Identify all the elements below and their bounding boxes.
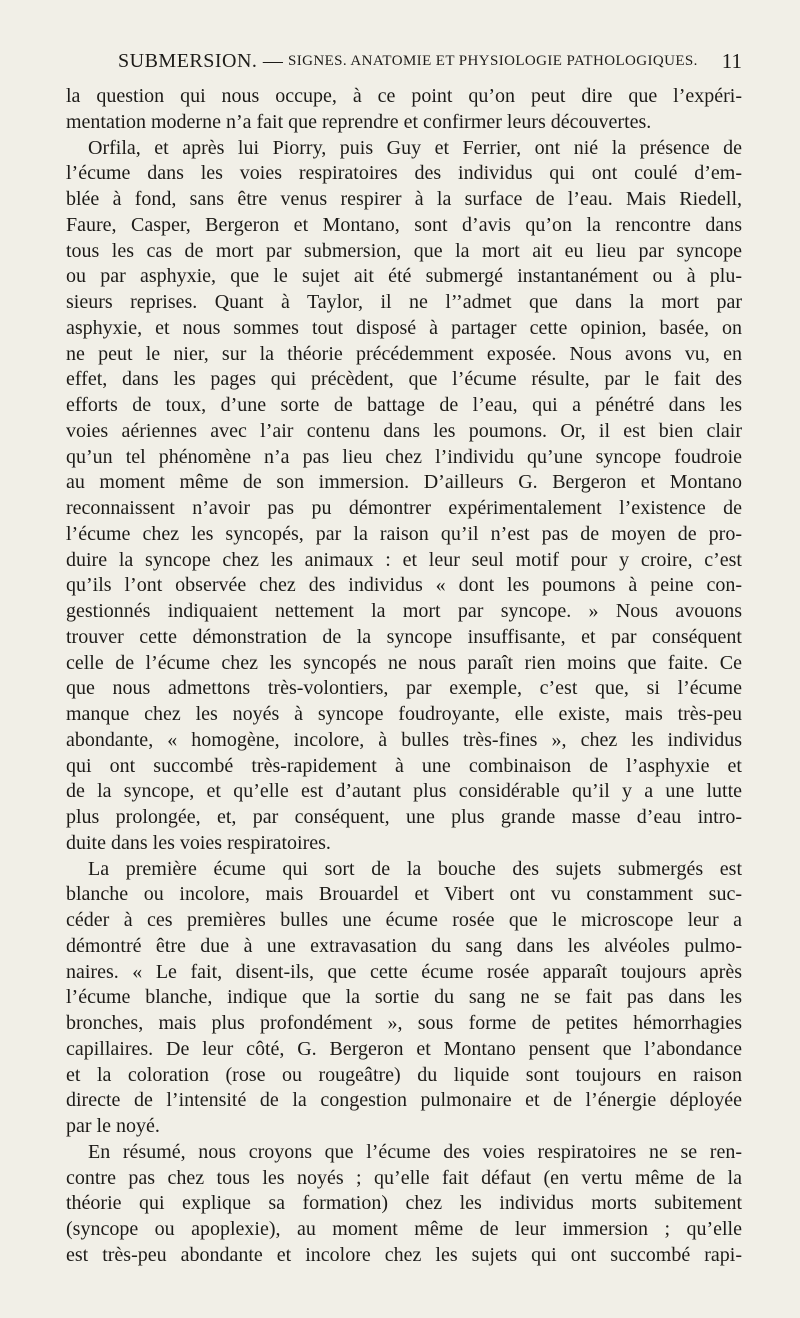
text-line: reconnaissent n’avoir pas pu démontrer expérimentalement l’existence de bbox=[66, 497, 742, 519]
text-line: celle de l’écume chez les syncopés ne nous paraît rien moins que faite. Ce bbox=[66, 651, 742, 674]
text-line: bronches, mais plus profondément », sous forme de petites hémorrhagies bbox=[66, 1012, 742, 1034]
text-line: blée à fond, sans être venus respirer à la surface de l’eau. Mais Riedell, bbox=[66, 188, 742, 210]
text-line: naires. « Le fait, disent-ils, que cette écume rosée apparaît toujours après bbox=[66, 960, 742, 983]
text-line: est très-peu abondante et incolore chez les sujets qui ont succombé rapi- bbox=[66, 1243, 742, 1266]
text-line: théorie qui explique sa formation) chez les individus morts subitement bbox=[66, 1192, 742, 1215]
running-head-subtitle: SIGNES. ANATOMIE ET PHYSIOLOGIE PATHOLOGIQUES. bbox=[288, 53, 698, 69]
text-line: démontré être due à une extravasation du sang dans les alvéoles pulmo- bbox=[66, 934, 742, 957]
text-line: gestionnés indiquaient nettement la mort par syncope. » Nous avouons bbox=[66, 600, 742, 622]
text-line: voies aériennes avec l’air contenu dans les poumons. Or, il est bien clair bbox=[66, 419, 742, 442]
text-line: manque chez les noyés à syncope foudroyante, elle existe, mais très-peu bbox=[66, 703, 742, 725]
text-line: efforts de toux, d’une sorte de battage de l’eau, qui a pénétré dans les bbox=[66, 394, 742, 416]
text-line: blanche ou incolore, mais Brouardel et Vibert ont vu constamment suc- bbox=[66, 883, 742, 906]
text-line: de la syncope, et qu’elle est d’autant plus considérable qu’il y a une lutte bbox=[66, 780, 742, 803]
text-line: duite dans les voies respiratoires. bbox=[66, 831, 331, 854]
text-line: capillaires. De leur côté, G. Bergeron et Montano pensent que l’abondance bbox=[66, 1037, 742, 1060]
text-line: et la coloration (rose ou rougeâtre) du liquide sont toujours en raison bbox=[66, 1063, 742, 1086]
text-line: duire la syncope chez les animaux : et leur seul motif pour y croire, c’est bbox=[66, 548, 742, 571]
paragraph-start-line: La première écume qui sort de la bouche des sujets submergés est bbox=[88, 857, 742, 880]
page-number: 11 bbox=[721, 49, 742, 73]
paragraph-start-line: Orfila, et après lui Piorry, puis Guy et Ferrier, ont nié la présence de bbox=[88, 136, 742, 159]
running-head bbox=[66, 46, 742, 76]
text-line: qu’un tel phénomène n’a pas lieu chez l’individu qu’une syncope foudroie bbox=[66, 445, 742, 468]
text-line: abondante, « homogène, incolore, à bulles très-fines », chez les individus bbox=[66, 728, 742, 751]
text-line: céder à ces premières bulles une écume rosée que le microscope leur a bbox=[66, 909, 742, 931]
body-text bbox=[66, 84, 742, 1269]
text-line: que nous admettons très-volontiers, par exemple, c’est que, si l’écume bbox=[66, 677, 742, 700]
text-line: qu’ils l’ont observée chez des individus « dont les poumons à peine con- bbox=[66, 574, 742, 597]
text-line: mentation moderne n’a fait que reprendre et confirmer leurs découvertes. bbox=[66, 110, 652, 133]
text-line: sieurs reprises. Quant à Taylor, il ne l’’admet que dans la mort par bbox=[66, 291, 742, 313]
text-line: Faure, Casper, Bergeron et Montano, sont d’avis qu’on la rencontre dans bbox=[66, 213, 742, 236]
paragraph-start-line: En résumé, nous croyons que l’écume des voies respiratoires ne se ren- bbox=[88, 1140, 742, 1163]
text-line: trouver cette démonstration de la syncope insuffisante, et par conséquent bbox=[66, 625, 742, 648]
text-line: directe de l’intensité de la congestion pulmonaire et de l’énergie déployée bbox=[66, 1089, 742, 1112]
text-line: asphyxie, et nous sommes tout disposé à partager cette opinion, basée, on bbox=[66, 316, 742, 339]
text-line: ou par asphyxie, que le sujet ait été submergé instantanément ou à plu- bbox=[66, 265, 742, 288]
text-line: l’écume dans les voies respiratoires des individus qui ont coulé d’em- bbox=[66, 162, 742, 185]
text-line: par le noyé. bbox=[66, 1115, 160, 1137]
text-line: l’écume blanche, indique que la sortie du sang ne se fait pas dans les bbox=[66, 986, 742, 1009]
text-line: (syncope ou apoplexie), au moment même de leur immersion ; qu’elle bbox=[66, 1218, 742, 1240]
text-line: la question qui nous occupe, à ce point qu’on peut dire que l’expéri- bbox=[66, 85, 742, 107]
text-line: l’écume chez les syncopés, par la raison qu’il n’est pas de moyen de pro- bbox=[66, 522, 742, 545]
text-line: qui ont succombé très-rapidement à une combinaison de l’asphyxie et bbox=[66, 754, 742, 777]
running-head-title: SUBMERSION. — bbox=[118, 50, 284, 72]
text-line: plus prolongée, et, par conséquent, une plus grande masse d’eau intro- bbox=[66, 806, 742, 828]
text-line: tous les cas de mort par submersion, que la mort ait eu lieu par syncope bbox=[66, 239, 742, 262]
text-line: ne peut le nier, sur la théorie précédemment exposée. Nous avons vu, en bbox=[66, 342, 742, 365]
text-line: effet, dans les pages qui précèdent, que l’écume résulte, par le fait des bbox=[66, 368, 742, 391]
text-line: contre pas chez tous les noyés ; qu’elle fait défaut (en vertu même de la bbox=[66, 1166, 742, 1189]
text-line: au moment même de son immersion. D’ailleurs G. Bergeron et Montano bbox=[66, 471, 742, 494]
